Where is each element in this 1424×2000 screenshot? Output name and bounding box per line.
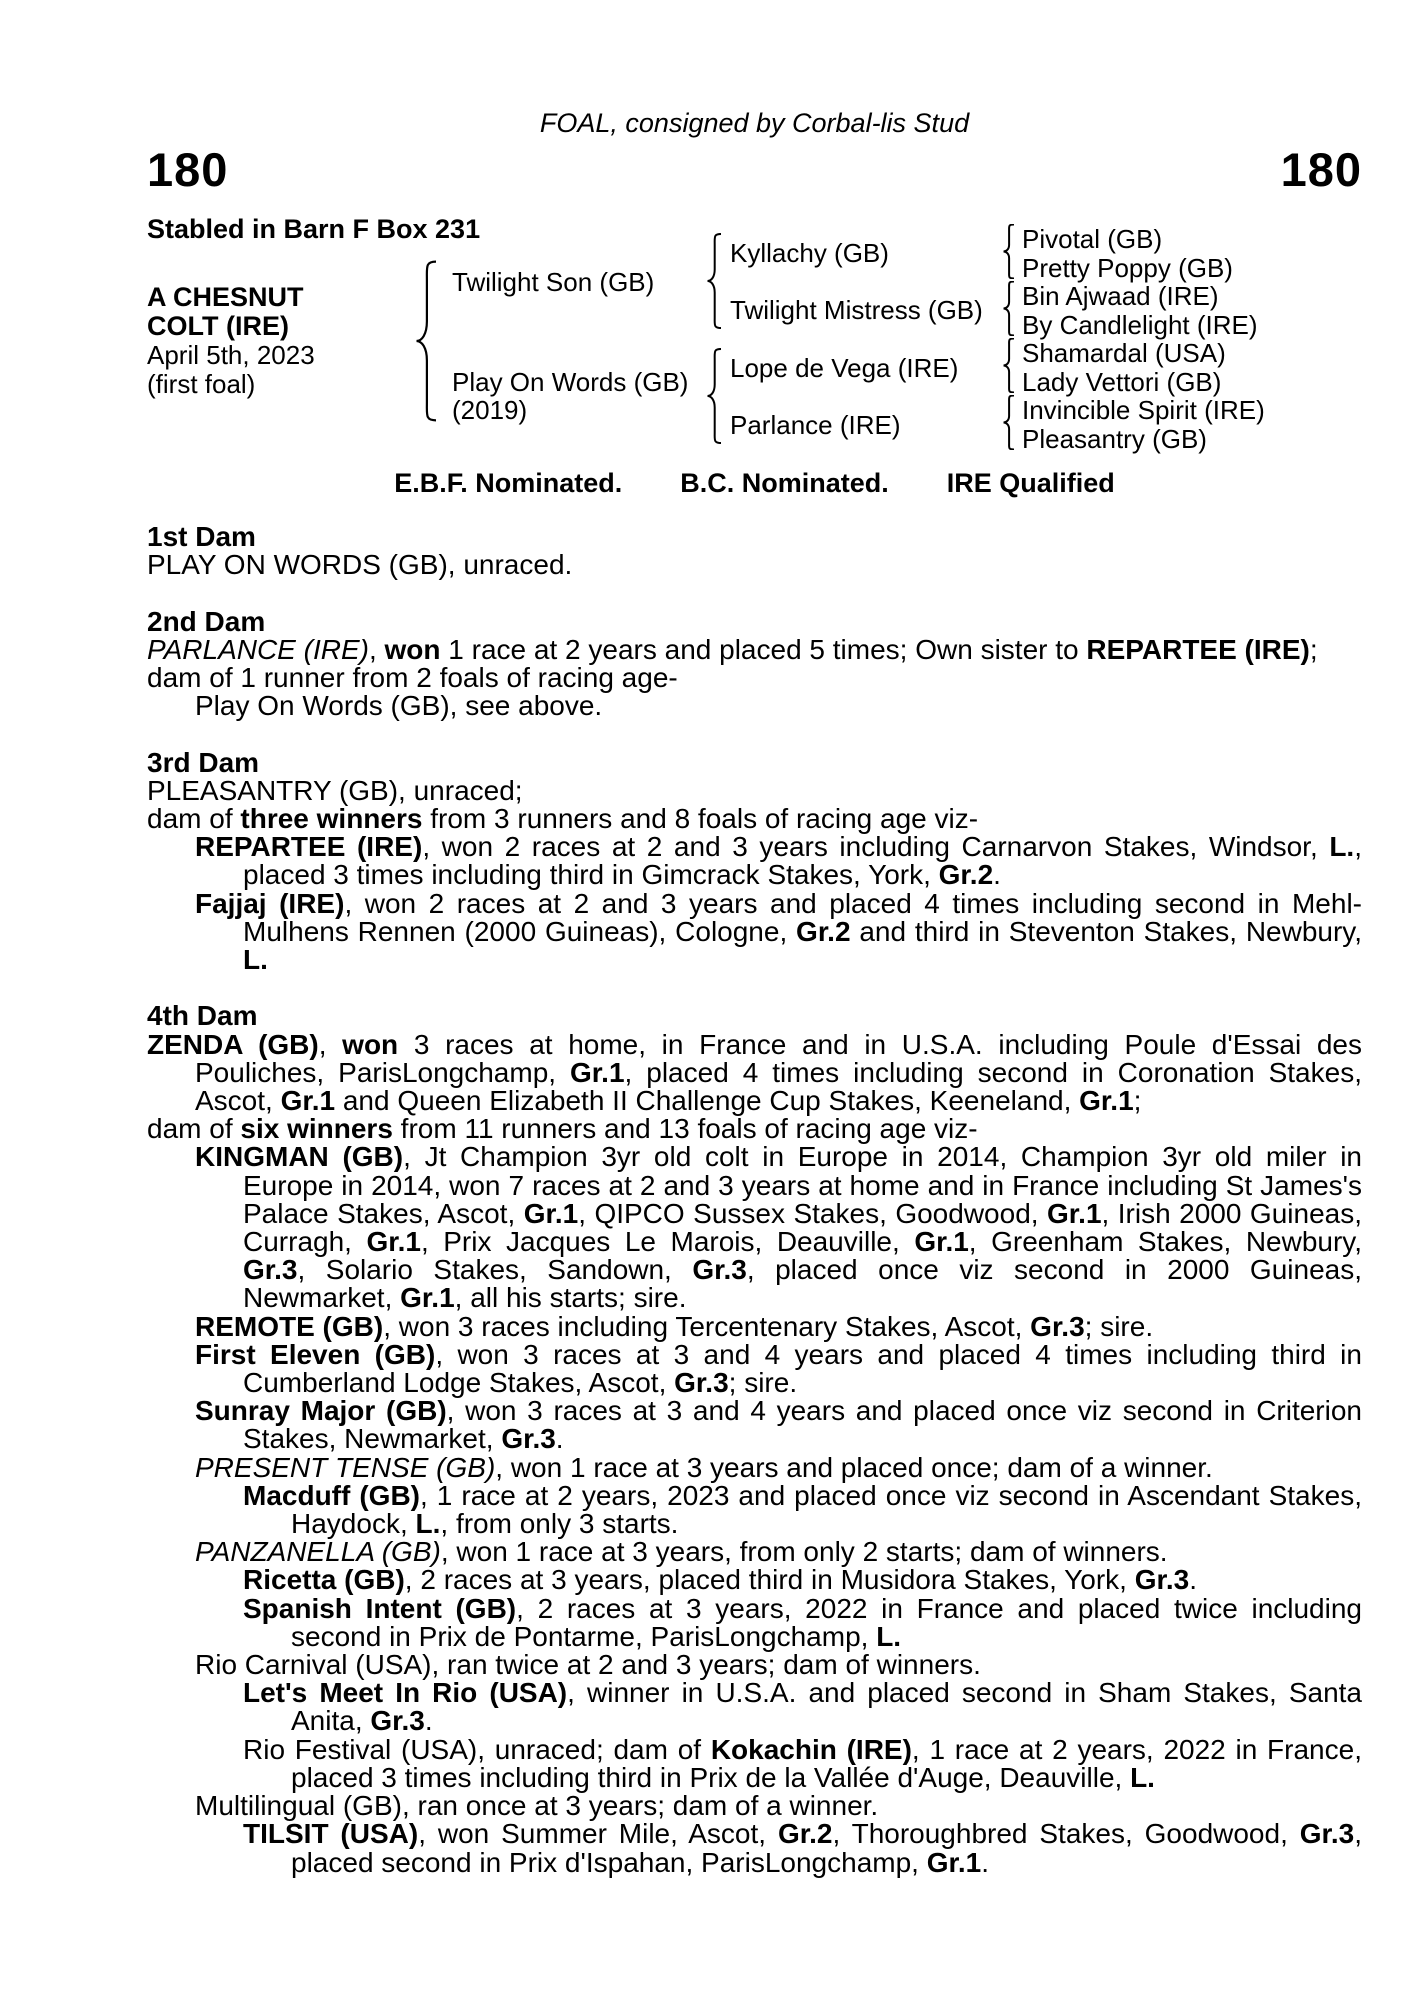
text-segment: won bbox=[342, 1028, 399, 1060]
text-segment: three winners bbox=[240, 803, 423, 834]
text-segment: PARLANCE (IRE) bbox=[147, 633, 369, 665]
text-segment: REPARTEE (IRE) bbox=[195, 831, 423, 863]
section-heading: 1st Dam bbox=[147, 521, 256, 552]
text-segment: Gr.1 bbox=[366, 1226, 421, 1258]
pedigree-dam-year: (2019) bbox=[452, 395, 528, 425]
pedigree-subject bbox=[147, 283, 417, 399]
pedigree-brace-gen3-icon bbox=[703, 348, 721, 444]
text-segment: Gr.1 bbox=[926, 1846, 982, 1878]
pedigree-ancestor: By Candlelight (IRE) bbox=[1022, 310, 1258, 340]
text-segment: First Eleven (GB) bbox=[195, 1338, 436, 1370]
subject-note: (first foal) bbox=[147, 369, 256, 399]
pedigree-brace-gen4-icon bbox=[1000, 224, 1014, 279]
text-segment: , 2 races at 3 years, 2022 in France and placed twice including second in Prix de Pontarme, ParisLongchamp, bbox=[291, 1592, 1362, 1652]
pedigree-dam-name: Play On Words (GB) bbox=[452, 367, 689, 397]
pedigree-ancestor: Pretty Poppy (GB) bbox=[1022, 253, 1233, 283]
pedigree-brace-gen4-icon bbox=[1000, 338, 1014, 393]
text-segment: , won 3 races at 3 and 4 years and placed 4 times including third in Cumberland Lodge Stakes, Ascot, bbox=[243, 1338, 1362, 1399]
text-segment: and third in Steventon Stakes, Newbury, bbox=[850, 915, 1363, 947]
text-segment: Gr.3 bbox=[674, 1367, 729, 1399]
pedigree-ancestor: Bin Ajwaad (IRE) bbox=[1022, 281, 1219, 311]
pedigree-brace-gen4-icon bbox=[1000, 395, 1014, 450]
text-segment: Ricetta (GB) bbox=[243, 1564, 405, 1596]
text-segment: , placed second in Prix d'Ispahan, ParisLongchamp, bbox=[291, 1818, 1363, 1878]
text-segment: Gr.1 bbox=[1047, 1197, 1102, 1229]
subject-name-line2: COLT (IRE) bbox=[147, 311, 289, 341]
pedigree-ancestor-granddam-maternal: Parlance (IRE) bbox=[730, 410, 901, 440]
text-segment: ZENDA (GB) bbox=[147, 1028, 319, 1060]
pedigree-brace-gen3-icon bbox=[703, 233, 721, 329]
catalogue-paragraph bbox=[147, 833, 1362, 889]
nomination-ebf: E.B.F. Nominated. bbox=[394, 468, 623, 498]
catalogue-paragraph bbox=[147, 1028, 1362, 1117]
text-segment: , bbox=[368, 633, 385, 665]
text-segment: , all his starts; sire. bbox=[454, 1282, 687, 1314]
text-segment: , Greenham Stakes, Newbury, bbox=[968, 1226, 1363, 1258]
catalogue-paragraph bbox=[147, 1566, 1362, 1594]
text-segment: Fajjaj (IRE) bbox=[195, 887, 345, 919]
text-segment: ; sire. bbox=[728, 1367, 798, 1399]
text-segment: Gr.2 bbox=[938, 859, 994, 891]
catalogue-paragraph bbox=[147, 774, 1362, 806]
text-segment: Spanish Intent (GB) bbox=[243, 1592, 517, 1624]
pedigree-ancestor: Pivotal (GB) bbox=[1022, 224, 1163, 254]
text-segment: Gr.1 bbox=[280, 1085, 336, 1117]
catalogue-paragraph bbox=[147, 887, 1363, 976]
text-segment: , won 1 race at 3 years, from only 2 starts; dam of winners. bbox=[440, 1536, 1168, 1568]
pedigree-ancestor-grandsire-paternal: Kyllachy (GB) bbox=[730, 238, 889, 268]
text-segment: Let's Meet In Rio (USA) bbox=[243, 1677, 568, 1709]
text-segment: Kokachin (IRE) bbox=[710, 1733, 912, 1765]
text-segment: , QIPCO Sussex Stakes, Goodwood, bbox=[578, 1197, 1048, 1229]
text-segment: Gr.3 bbox=[243, 1254, 298, 1286]
lot-number-right: 180 bbox=[1280, 143, 1362, 196]
section-heading: 4th Dam bbox=[147, 1000, 258, 1032]
text-segment: L. bbox=[243, 944, 268, 976]
text-segment: L. bbox=[876, 1620, 902, 1652]
dam-sections bbox=[147, 523, 1362, 1877]
text-segment: PLEASANTRY (GB), unraced; bbox=[147, 774, 523, 806]
text-segment: from 11 runners and 13 foals of racing age viz- bbox=[392, 1113, 978, 1145]
text-segment: L. bbox=[415, 1508, 441, 1540]
catalogue-paragraph bbox=[147, 692, 1362, 720]
text-segment: , won 2 races at 2 and 3 years including Carnarvon Stakes, Windsor, bbox=[422, 831, 1330, 863]
catalogue-paragraph bbox=[147, 1143, 1362, 1312]
text-segment: Gr.1 bbox=[400, 1282, 455, 1314]
pedigree-brace-gen2-icon bbox=[410, 260, 436, 422]
subject-name-line1: A CHESNUT bbox=[147, 282, 304, 312]
text-segment: , won 3 races at 3 and 4 years and placed once viz second in Criterion Stakes, Newmarket, bbox=[243, 1395, 1362, 1455]
text-segment: dam of bbox=[147, 803, 241, 834]
text-segment: Gr.2 bbox=[796, 915, 851, 947]
text-segment: REPARTEE (IRE) bbox=[1086, 633, 1310, 665]
text-segment: dam of 1 runner from 2 foals of racing age- bbox=[147, 662, 678, 693]
text-segment: . bbox=[1189, 1564, 1197, 1596]
text-segment: PLAY ON WORDS (GB), unraced. bbox=[147, 549, 573, 581]
catalogue-paragraph bbox=[147, 1792, 1362, 1820]
consignment-line: FOAL, consigned by Corbal-lis Stud bbox=[539, 108, 970, 138]
pedigree-ancestor: Pleasantry (GB) bbox=[1022, 424, 1207, 454]
text-segment: Gr.3 bbox=[692, 1254, 747, 1286]
pedigree-dam bbox=[452, 368, 688, 424]
text-segment: PANZANELLA (GB) bbox=[195, 1536, 441, 1568]
nomination-bc: B.C. Nominated. bbox=[680, 468, 889, 498]
text-segment: , 2 races at 3 years, placed third in Musidora Stakes, York, bbox=[404, 1564, 1135, 1596]
text-segment: won bbox=[384, 633, 441, 665]
text-segment: PRESENT TENSE (GB) bbox=[195, 1451, 496, 1483]
catalogue-paragraph bbox=[147, 664, 1362, 692]
catalogue-paragraph bbox=[147, 1538, 1362, 1566]
catalogue-paragraph bbox=[147, 551, 1362, 579]
text-segment: , placed once viz second in 2000 Guineas, Newmarket, bbox=[243, 1254, 1362, 1314]
text-segment: Play On Words (GB), see above. bbox=[195, 690, 603, 722]
text-segment: , Jt Champion 3yr old colt in Europe in 2014, Champion 3yr old miler in Europe in 2014, won 7 races at 2 and 3 years at home and in France including St James's Palace Stakes, Ascot, bbox=[243, 1141, 1362, 1229]
text-segment: , placed 3 times including third in Gimcrack Stakes, York, bbox=[243, 831, 1362, 891]
text-segment: , won 1 race at 3 years and placed once; dam of a winner. bbox=[495, 1451, 1213, 1483]
catalogue-paragraph bbox=[147, 1592, 1362, 1652]
pedigree-ancestor-granddam-paternal: Twilight Mistress (GB) bbox=[730, 295, 983, 325]
section-heading: 3rd Dam bbox=[147, 746, 260, 778]
pedigree-ancestor-grandsire-maternal: Lope de Vega (IRE) bbox=[730, 353, 959, 383]
pedigree-sire: Twilight Son (GB) bbox=[452, 267, 655, 297]
text-segment: , 1 race at 2 years, 2023 and placed once viz second in Ascendant Stakes, Haydock, bbox=[291, 1479, 1362, 1540]
text-segment: Gr.1 bbox=[570, 1056, 625, 1088]
catalogue-paragraph bbox=[147, 1820, 1362, 1876]
text-segment: , won 3 races including Tercentenary Stakes, Ascot, bbox=[383, 1310, 1031, 1342]
text-segment: , placed 4 times including second in Coronation Stakes, Ascot, bbox=[195, 1056, 1362, 1117]
text-segment: , won 2 races at 2 and 3 years and placed 4 times including second in Mehl-Mulhens Rennen (2000 Guineas), Cologne, bbox=[243, 887, 1362, 947]
text-segment: 3 races at home, in France and in U.S.A. including Poule d'Essai des Pouliches, ParisLongchamp, bbox=[195, 1028, 1362, 1088]
text-segment: Gr.2 bbox=[777, 1818, 833, 1850]
text-segment: and Queen Elizabeth II Challenge Cup Stakes, Keeneland, bbox=[335, 1085, 1080, 1117]
text-segment: , bbox=[318, 1028, 343, 1060]
text-segment: Gr.1 bbox=[1079, 1085, 1134, 1117]
catalogue-paragraph bbox=[147, 1115, 1362, 1143]
text-segment: Gr.3 bbox=[370, 1705, 425, 1737]
text-segment: Rio Carnival (USA), ran twice at 2 and 3 years; dam of winners. bbox=[195, 1649, 981, 1681]
text-segment: Multilingual (GB), ran once at 3 years; dam of a winner. bbox=[195, 1790, 879, 1822]
text-segment: KINGMAN (GB) bbox=[195, 1141, 404, 1173]
text-segment: , winner in U.S.A. and placed second in Sham Stakes, Santa Anita, bbox=[291, 1677, 1362, 1737]
pedigree-brace-gen4-icon bbox=[1000, 281, 1014, 336]
text-segment: , 1 race at 2 years, 2022 in France, placed 3 times including third in Prix de la Vallée d'Auge, Deauville, bbox=[291, 1733, 1362, 1793]
catalogue-paragraph bbox=[147, 1733, 1362, 1793]
text-segment: , won Summer Mile, Ascot, bbox=[418, 1818, 778, 1850]
catalogue-paragraph bbox=[147, 1397, 1362, 1453]
text-segment: . bbox=[981, 1846, 989, 1878]
text-segment: . bbox=[424, 1705, 433, 1737]
text-segment: . bbox=[555, 1423, 564, 1455]
text-segment: Gr.3 bbox=[1030, 1310, 1085, 1342]
text-segment: , Solario Stakes, Sandown, bbox=[297, 1254, 693, 1286]
stabling-note: Stabled in Barn F Box 231 bbox=[147, 214, 481, 244]
text-segment: Gr.3 bbox=[1299, 1818, 1355, 1850]
text-segment: Macduff (GB) bbox=[243, 1479, 420, 1511]
text-segment: 1 race at 2 years and placed 5 times; Own sister to bbox=[440, 633, 1087, 665]
text-segment: Gr.3 bbox=[1134, 1564, 1190, 1596]
text-segment: TILSIT (USA) bbox=[243, 1818, 419, 1850]
text-segment: . bbox=[993, 859, 1001, 891]
catalogue-paragraph bbox=[147, 633, 1362, 665]
text-segment: Gr.3 bbox=[501, 1423, 556, 1455]
text-segment: , Prix Jacques Le Marois, Deauville, bbox=[420, 1226, 915, 1258]
text-segment: dam of bbox=[147, 1113, 241, 1145]
nominations-line bbox=[147, 468, 1362, 499]
text-segment: Gr.1 bbox=[523, 1197, 579, 1229]
text-segment: Sunray Major (GB) bbox=[195, 1395, 447, 1427]
catalogue-paragraph bbox=[147, 805, 1362, 833]
catalogue-paragraph bbox=[147, 1679, 1362, 1735]
catalogue-paragraph bbox=[147, 1338, 1362, 1399]
text-segment: ; sire. bbox=[1084, 1310, 1154, 1342]
pedigree-ancestor: Lady Vettori (GB) bbox=[1022, 367, 1222, 397]
text-segment: , from only 3 starts. bbox=[440, 1508, 679, 1540]
text-segment: from 3 runners and 8 foals of racing age viz- bbox=[422, 803, 979, 834]
text-segment: L. bbox=[1329, 831, 1355, 863]
pedigree-ancestor: Invincible Spirit (IRE) bbox=[1022, 395, 1265, 425]
text-segment: Rio Festival (USA), unraced; dam of bbox=[243, 1733, 711, 1765]
text-segment: L. bbox=[1130, 1761, 1155, 1793]
text-segment: , Irish 2000 Guineas, Curragh, bbox=[243, 1197, 1362, 1258]
text-segment: , Thoroughbred Stakes, Goodwood, bbox=[832, 1818, 1300, 1850]
catalogue-paragraph bbox=[147, 1451, 1362, 1483]
text-segment: Gr.1 bbox=[914, 1226, 969, 1258]
nomination-ire: IRE Qualified bbox=[946, 468, 1115, 498]
text-segment: six winners bbox=[240, 1113, 393, 1145]
section-heading: 2nd Dam bbox=[147, 605, 266, 637]
catalogue-paragraph bbox=[147, 1310, 1362, 1342]
text-segment: REMOTE (GB) bbox=[195, 1310, 384, 1342]
subject-foaling-date: April 5th, 2023 bbox=[147, 340, 315, 370]
text-segment: ; bbox=[1133, 1085, 1142, 1117]
catalogue-paragraph bbox=[147, 1651, 1362, 1679]
lot-number-left: 180 bbox=[147, 143, 229, 196]
pedigree-ancestor: Shamardal (USA) bbox=[1022, 338, 1226, 368]
catalogue-paragraph bbox=[147, 1479, 1362, 1540]
text-segment: ; bbox=[1309, 633, 1318, 665]
